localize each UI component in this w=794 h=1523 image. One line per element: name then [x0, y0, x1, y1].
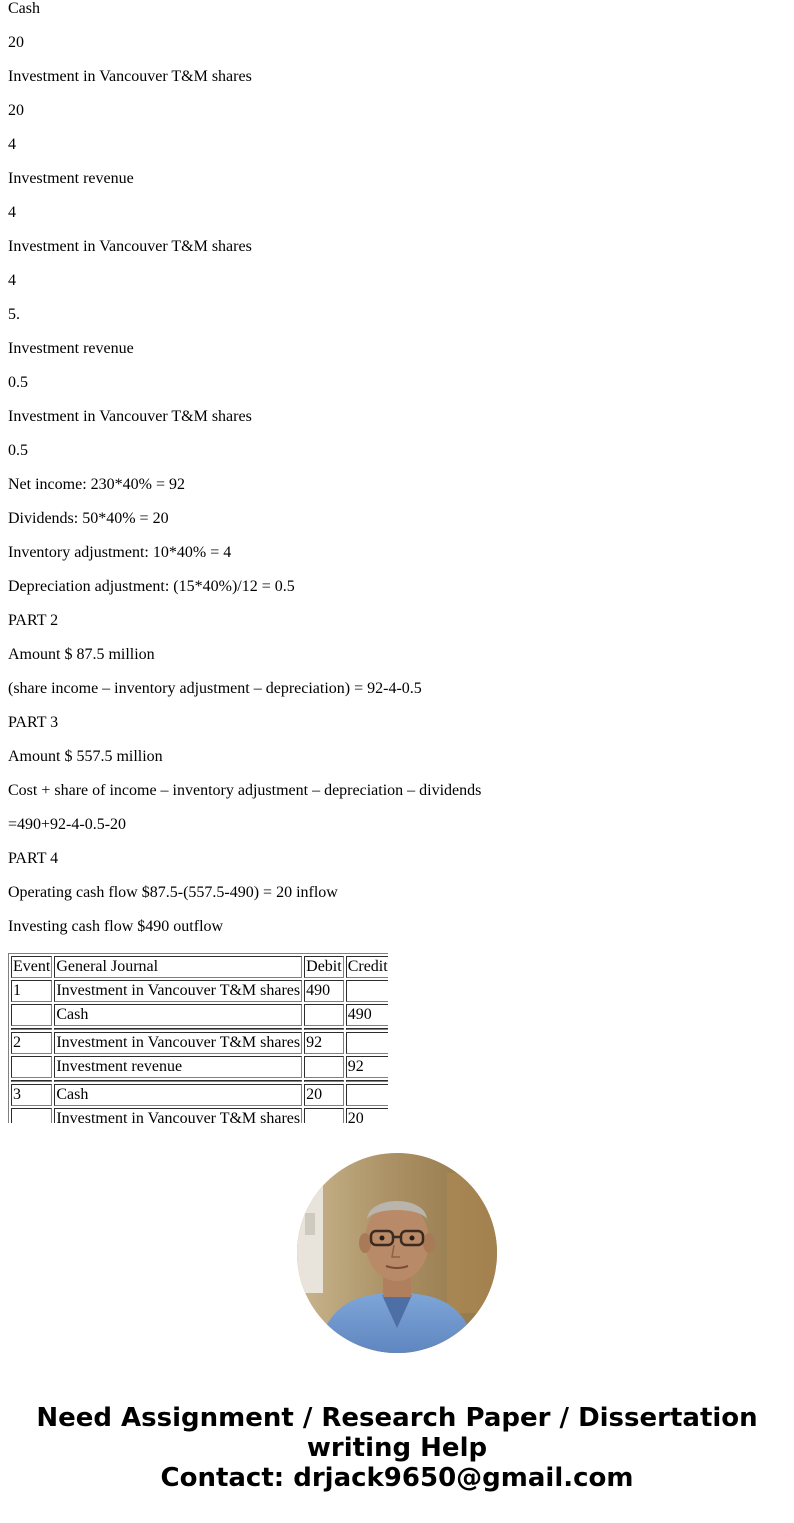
cell-credit: 490 — [346, 1004, 388, 1026]
cell-credit — [346, 980, 388, 1002]
text-line: 0.5 — [8, 374, 28, 391]
header-debit: Debit — [304, 956, 344, 978]
separator-cell — [11, 1080, 52, 1082]
text-line: 20 — [8, 34, 24, 51]
cell-debit: 92 — [304, 1032, 344, 1054]
separator-cell — [304, 1080, 344, 1082]
header-general-journal: General Journal — [54, 956, 302, 978]
author-portrait-image — [297, 1153, 497, 1353]
separator-cell — [54, 1028, 302, 1030]
text-line: Depreciation adjustment: (15*40%)/12 = 0.5 — [8, 578, 295, 595]
cell-debit: 20 — [304, 1084, 344, 1106]
cell-event — [11, 1004, 52, 1026]
cell-debit — [304, 1056, 344, 1078]
author-avatar — [297, 1153, 497, 1353]
text-line: Investment in Vancouver T&M shares — [8, 238, 252, 255]
text-line: Amount $ 87.5 million — [8, 646, 155, 663]
table-row — [11, 1108, 388, 1123]
cell-debit: 490 — [304, 980, 344, 1002]
text-line: Investing cash flow $490 outflow — [8, 918, 224, 935]
header-event: Event — [11, 956, 52, 978]
separator-cell — [54, 1080, 302, 1082]
table-row — [11, 1032, 388, 1054]
text-line: Inventory adjustment: 10*40% = 4 — [8, 544, 232, 561]
cell-credit — [346, 1084, 388, 1106]
text-line: =490+92-4-0.5-20 — [8, 816, 127, 833]
banner-subline: writing Help — [306, 1433, 488, 1463]
contact-banner — [0, 1403, 794, 1493]
cell-event — [11, 1056, 52, 1078]
cell-event: 1 — [11, 980, 52, 1002]
text-line: Investment in Vancouver T&M shares — [8, 68, 252, 85]
text-line: 4 — [8, 204, 16, 221]
text-line: 5. — [8, 306, 20, 323]
cell-credit — [346, 1032, 388, 1054]
cell-account: Investment revenue — [54, 1056, 302, 1078]
table-row — [11, 1084, 388, 1106]
cell-account: Investment in Vancouver T&M shares — [54, 1032, 302, 1054]
cell-event: 3 — [11, 1084, 52, 1106]
solution-text — [8, 0, 788, 952]
table-header-row — [11, 956, 388, 978]
text-line: Investment revenue — [8, 340, 134, 357]
journal-table — [8, 953, 388, 1123]
cell-account: Cash — [54, 1004, 302, 1026]
cell-event: 2 — [11, 1032, 52, 1054]
table-row — [11, 1056, 388, 1078]
text-line: Investment in Vancouver T&M shares — [8, 408, 252, 425]
banner-contact-email: Contact: drjack9650@gmail.com — [160, 1463, 634, 1493]
text-line: Dividends: 50*40% = 20 — [8, 510, 169, 527]
cell-account: Investment in Vancouver T&M shares — [54, 980, 302, 1002]
table-row — [11, 1004, 388, 1026]
cell-account: Investment in Vancouver T&M shares — [54, 1108, 302, 1123]
text-line: PART 2 — [8, 612, 59, 629]
text-line: 0.5 — [8, 442, 28, 459]
text-line: PART 3 — [8, 714, 59, 731]
separator-cell — [346, 1028, 388, 1030]
separator-cell — [11, 1028, 52, 1030]
text-line: Amount $ 557.5 million — [8, 748, 163, 765]
cell-debit — [304, 1004, 344, 1026]
text-line: Cash — [8, 0, 40, 17]
text-line: 20 — [8, 102, 24, 119]
cell-event — [11, 1108, 52, 1123]
text-line: Net income: 230*40% = 92 — [8, 476, 185, 493]
table-row — [11, 980, 388, 1002]
banner-headline: Need Assignment / Research Paper / Dissertation — [36, 1403, 758, 1433]
separator-cell — [304, 1028, 344, 1030]
cell-credit: 20 — [346, 1108, 388, 1123]
text-line: (share income – inventory adjustment – depreciation) = 92-4-0.5 — [8, 680, 422, 697]
text-line: Operating cash flow $87.5-(557.5-490) = 20 inflow — [8, 884, 338, 901]
row-separator — [11, 1080, 388, 1082]
cell-debit — [304, 1108, 344, 1123]
text-line: 4 — [8, 272, 16, 289]
text-line: Investment revenue — [8, 170, 134, 187]
row-separator — [11, 1028, 388, 1030]
cell-account: Cash — [54, 1084, 302, 1106]
text-line: Cost + share of income – inventory adjustment – depreciation – dividends — [8, 782, 482, 799]
separator-cell — [346, 1080, 388, 1082]
journal-table-container — [8, 953, 388, 1123]
cell-credit: 92 — [346, 1056, 388, 1078]
header-credit: Credit — [346, 956, 388, 978]
text-line: PART 4 — [8, 850, 59, 867]
text-line: 4 — [8, 136, 16, 153]
